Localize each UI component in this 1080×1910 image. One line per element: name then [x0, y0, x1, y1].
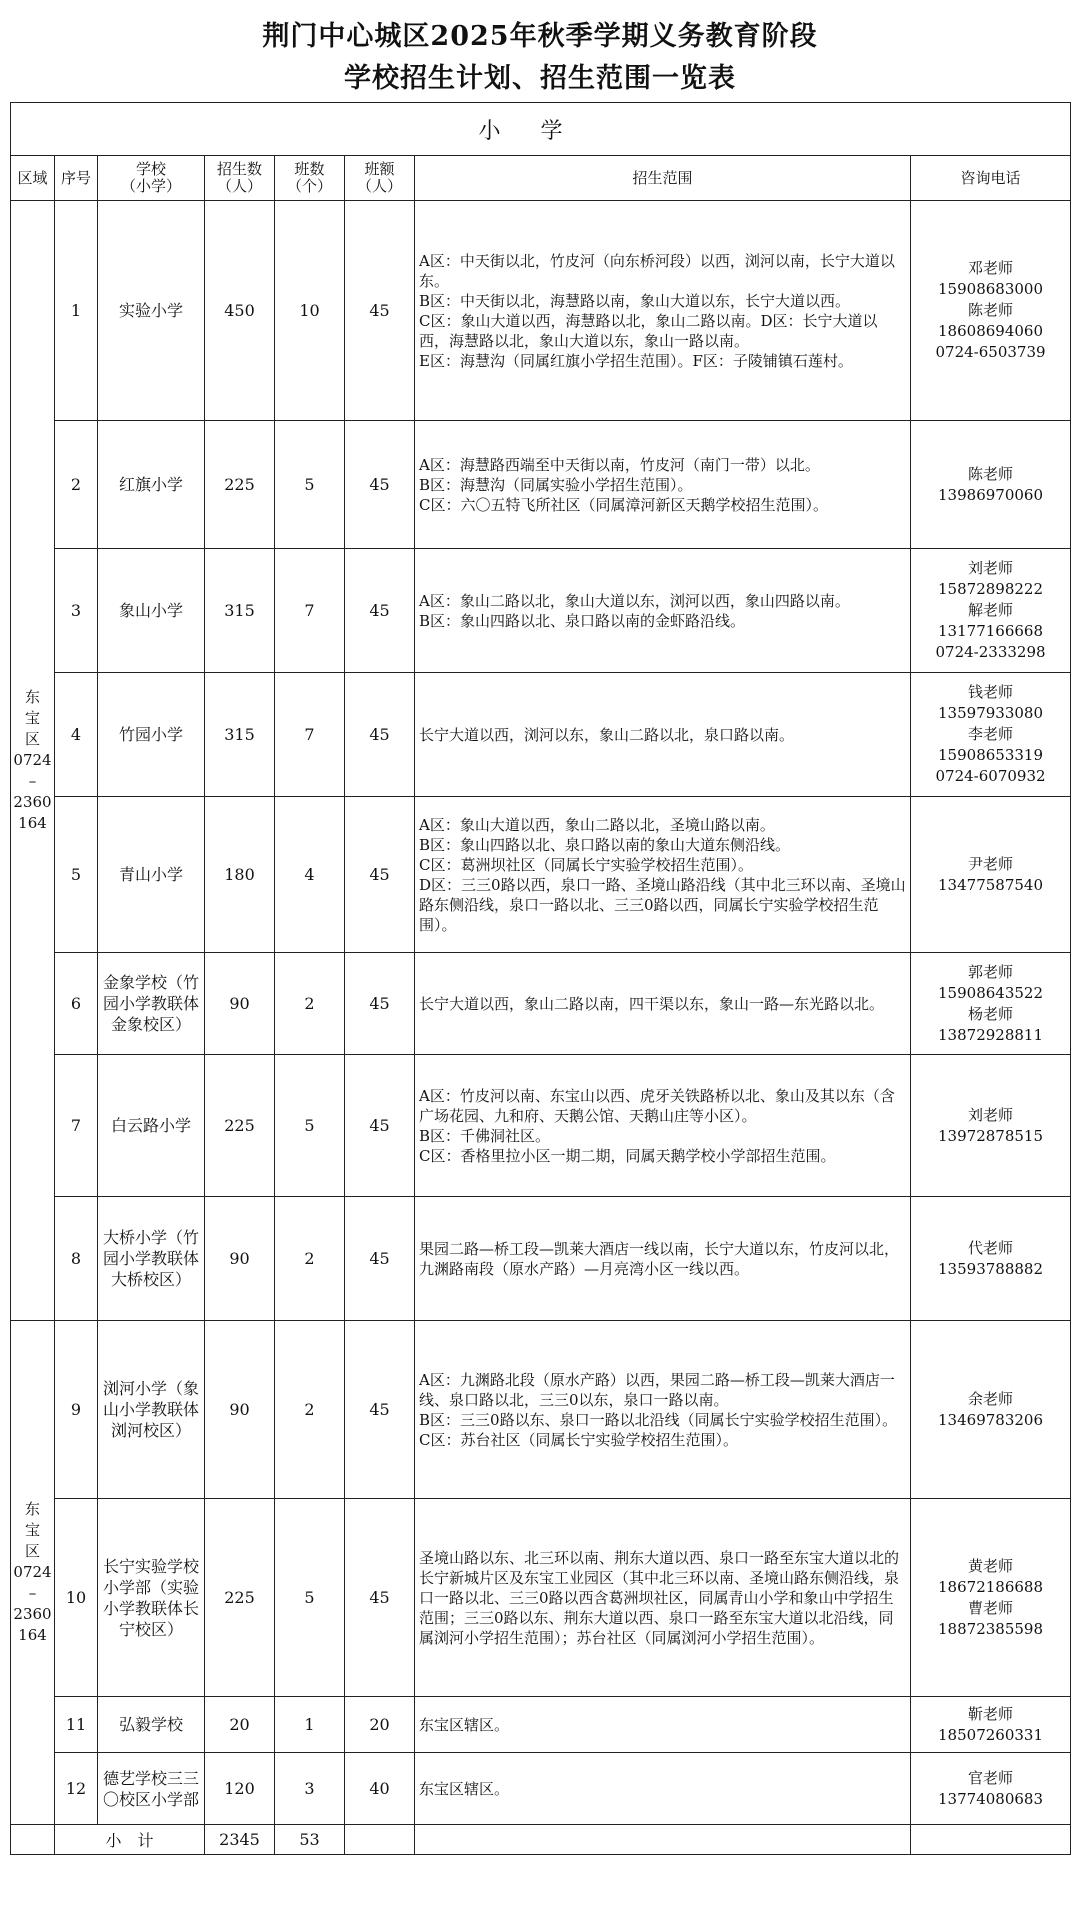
- cell-enroll: 120: [205, 1753, 275, 1825]
- cell-scope: [415, 797, 911, 953]
- cell-enroll: 225: [205, 421, 275, 549]
- scope-paragraph: 圣境山路以东、北三环以南、荆东大道以西、泉口一路至东宝大道以北的长宁新城片区及东宝工业园区（其中北三环以南、圣境山路东侧沿线，泉口一路以北、三三0路以西含葛洲坝社区，同属青山小学和象山中学招生范围；三三0路以东、荆东大道以西、泉口一路至东宝大道以北沿线，同属浏河小学招生范围）；苏台社区（同属浏河小学招生范围）。: [419, 1548, 900, 1647]
- scope-paragraph: B区：象山四路以北、泉口路以南的金虾路沿线。: [419, 611, 746, 630]
- contact-name: 曹老师: [968, 1598, 1014, 1617]
- contact-name: 余老师: [968, 1389, 1014, 1408]
- phone-number: 0724-6070932: [935, 767, 1046, 785]
- cell-scope: [415, 1697, 911, 1753]
- cell-phone: [911, 1499, 1071, 1697]
- scope-paragraph: 东宝区辖区。: [419, 1779, 510, 1798]
- district-line: –: [28, 772, 37, 790]
- cell-phone: [911, 1321, 1071, 1499]
- cell-classes: 2: [275, 1321, 345, 1499]
- cell-scope: [415, 1055, 911, 1197]
- header-school: 学校 （小学）: [98, 156, 205, 201]
- title-line-1: 荆门中心城区2025年秋季学期义务教育阶段: [262, 21, 818, 52]
- table-row: [11, 1321, 1071, 1499]
- cell-scope: [415, 1321, 911, 1499]
- header-district: 区域: [11, 156, 55, 201]
- district-line: 2360: [13, 793, 52, 811]
- phone-number: 0724-2333298: [935, 643, 1046, 661]
- scope-paragraph: C区：苏台社区（同属长宁实验学校招生范围）。: [419, 1430, 738, 1449]
- cell-phone: [911, 201, 1071, 421]
- cell-quota: 45: [345, 549, 415, 673]
- cell-classes: 4: [275, 797, 345, 953]
- cell-school: 青山小学: [98, 797, 205, 953]
- scope-paragraph: A区：象山大道以西，象山二路以北，圣境山路以南。: [419, 815, 775, 834]
- cell-enroll: 90: [205, 1197, 275, 1321]
- cell-quota: 20: [345, 1697, 415, 1753]
- cell-classes: 7: [275, 549, 345, 673]
- cell-no: 11: [55, 1697, 98, 1753]
- table-body: [11, 201, 1071, 1825]
- phone-number: 15908683000: [938, 280, 1043, 298]
- subtotal-blank: [415, 1825, 911, 1855]
- subtotal-blank: [911, 1825, 1071, 1855]
- cell-no: 7: [55, 1055, 98, 1197]
- cell-phone: [911, 1753, 1071, 1825]
- scope-paragraph: 东宝区辖区。: [419, 1715, 510, 1734]
- contact-name: 官老师: [968, 1768, 1014, 1787]
- district-line: 宝: [24, 1521, 40, 1539]
- scope-paragraph: D区：三三0路以西，泉口一路、圣境山路沿线（其中北三环以南、圣境山路东侧沿线，泉口一路以北、三三0路以西，同属长宁实验学校招生范围）。: [419, 875, 906, 934]
- header-scope: 招生范围: [415, 156, 911, 201]
- district-line: 2360: [13, 1605, 52, 1623]
- cell-phone: [911, 421, 1071, 549]
- cell-classes: 5: [275, 1055, 345, 1197]
- scope-paragraph: B区：三三0路以东、泉口一路以北沿线（同属长宁实验学校招生范围）。: [419, 1410, 898, 1429]
- district-cell: [11, 1321, 55, 1825]
- cell-enroll: 180: [205, 797, 275, 953]
- district-line: –: [28, 1584, 37, 1602]
- scope-paragraph: B区：千佛洞社区。: [419, 1126, 551, 1145]
- scope-paragraph: 长宁大道以西，浏河以东，象山二路以北，泉口路以南。: [419, 725, 795, 744]
- table-row: [11, 673, 1071, 797]
- table-row: [11, 1055, 1071, 1197]
- scope-paragraph: A区：象山二路以北，象山大道以东，浏河以西，象山四路以南。: [419, 591, 850, 610]
- cell-school: 德艺学校三三〇校区小学部: [98, 1753, 205, 1825]
- contact-name: 郭老师: [968, 962, 1014, 981]
- subtotal-blank: [345, 1825, 415, 1855]
- cell-classes: 5: [275, 421, 345, 549]
- cell-enroll: 90: [205, 1321, 275, 1499]
- scope-paragraph: C区：象山大道以西，海慧路以北，象山二路以南。D区：长宁大道以西，海慧路以北，象山大道以东，象山一路以南。: [419, 311, 878, 350]
- scope-paragraph: B区：海慧沟（同属实验小学招生范围）。: [419, 475, 693, 494]
- table-row: [11, 1197, 1071, 1321]
- table-row: [11, 953, 1071, 1055]
- header-enroll: 招生数 （人）: [205, 156, 275, 201]
- phone-number: 18672186688: [938, 1577, 1043, 1596]
- header-row: [11, 156, 1071, 201]
- table-row: [11, 1753, 1071, 1825]
- cell-classes: 2: [275, 953, 345, 1055]
- cell-classes: 1: [275, 1697, 345, 1753]
- cell-quota: 45: [345, 797, 415, 953]
- cell-phone: [911, 797, 1071, 953]
- cell-classes: 2: [275, 1197, 345, 1321]
- subtotal-enroll: 2345: [205, 1825, 275, 1855]
- phone-number: 15908643522: [938, 983, 1043, 1002]
- table-row: [11, 797, 1071, 953]
- scope-paragraph: A区：九渊路北段（原水产路）以西，果园二路—桥工段—凯莱大酒店一线、泉口路以北，三三0以东，泉口一路以南。: [419, 1370, 895, 1409]
- cell-no: 1: [55, 201, 98, 421]
- district-line: 164: [18, 814, 47, 832]
- document-title: [0, 0, 1080, 98]
- contact-name: 尹老师: [968, 854, 1014, 873]
- table-row: [11, 1697, 1071, 1753]
- scope-paragraph: A区：中天街以北，竹皮河（向东桥河段）以西，浏河以南，长宁大道以东。: [419, 251, 895, 290]
- header-classes: 班数 （个）: [275, 156, 345, 201]
- cell-no: 3: [55, 549, 98, 673]
- phone-number: 13872928811: [938, 1025, 1043, 1044]
- cell-phone: [911, 1197, 1071, 1321]
- cell-school: 长宁实验学校小学部（实验小学教联体长宁校区）: [98, 1499, 205, 1697]
- cell-no: 9: [55, 1321, 98, 1499]
- phone-number: 18507260331: [938, 1725, 1043, 1744]
- table-row: [11, 201, 1071, 421]
- cell-phone: [911, 673, 1071, 797]
- cell-scope: [415, 201, 911, 421]
- scope-paragraph: B区：中天街以北，海慧路以南，象山大道以东，长宁大道以西。: [419, 291, 851, 310]
- cell-quota: 45: [345, 1197, 415, 1321]
- phone-number: 13986970060: [938, 485, 1043, 504]
- scope-paragraph: C区：葛洲坝社区（同属长宁实验学校招生范围）。: [419, 855, 753, 874]
- district-line: 东: [24, 1500, 40, 1518]
- district-line: 0724: [13, 751, 52, 769]
- cell-scope: [415, 673, 911, 797]
- header-quota: 班额 （人）: [345, 156, 415, 201]
- cell-phone: [911, 549, 1071, 673]
- phone-number: 13177166668: [938, 622, 1043, 640]
- cell-school: 弘毅学校: [98, 1697, 205, 1753]
- cell-scope: [415, 1197, 911, 1321]
- cell-no: 4: [55, 673, 98, 797]
- cell-quota: 45: [345, 953, 415, 1055]
- cell-scope: [415, 953, 911, 1055]
- contact-name: 靳老师: [968, 1704, 1014, 1723]
- cell-quota: 45: [345, 1321, 415, 1499]
- phone-number: 13972878515: [938, 1126, 1043, 1145]
- header-no: 序号: [55, 156, 98, 201]
- cell-school: 实验小学: [98, 201, 205, 421]
- subtotal-label: 小 计: [55, 1825, 205, 1855]
- district-line: 宝: [24, 709, 40, 727]
- scope-paragraph: B区：象山四路以北、泉口路以南的象山大道东侧沿线。: [419, 835, 791, 854]
- district-line: 区: [24, 730, 40, 748]
- cell-enroll: 450: [205, 201, 275, 421]
- section-title: 小学: [11, 103, 1071, 156]
- district-line: 东: [24, 688, 40, 706]
- cell-enroll: 90: [205, 953, 275, 1055]
- scope-paragraph: C区：香格里拉小区一期二期，同属天鹅学校小学部招生范围。: [419, 1146, 836, 1165]
- cell-no: 6: [55, 953, 98, 1055]
- cell-no: 12: [55, 1753, 98, 1825]
- cell-school: 红旗小学: [98, 421, 205, 549]
- subtotal-row: [11, 1825, 1071, 1855]
- district-line: 区: [24, 1542, 40, 1560]
- contact-name: 代老师: [968, 1238, 1014, 1257]
- phone-number: 13597933080: [938, 704, 1043, 722]
- contact-name: 陈老师: [968, 464, 1014, 483]
- cell-classes: 10: [275, 201, 345, 421]
- cell-phone: [911, 1055, 1071, 1197]
- cell-scope: [415, 1499, 911, 1697]
- cell-phone: [911, 1697, 1071, 1753]
- phone-number: 13469783206: [938, 1410, 1043, 1429]
- scope-paragraph: C区：六〇五特飞所社区（同属漳河新区天鹅学校招生范围）。: [419, 495, 828, 514]
- cell-quota: 45: [345, 201, 415, 421]
- phone-number: 18608694060: [938, 322, 1043, 340]
- phone-number: 13774080683: [938, 1789, 1043, 1808]
- contact-name: 刘老师: [968, 559, 1014, 577]
- scope-paragraph: 长宁大道以西，象山二路以南，四干渠以东，象山一路—东光路以北。: [419, 994, 885, 1013]
- contact-name: 陈老师: [968, 301, 1014, 319]
- scope-paragraph: A区：竹皮河以南、东宝山以西、虎牙关铁路桥以北、象山及其以东（含广场花园、九和府、天鹅公馆、天鹅山庄等小区）。: [419, 1086, 895, 1125]
- phone-number: 15872898222: [938, 580, 1043, 598]
- contact-name: 刘老师: [968, 1105, 1014, 1124]
- cell-scope: [415, 421, 911, 549]
- cell-no: 10: [55, 1499, 98, 1697]
- scope-paragraph: 果园二路—桥工段—凯莱大酒店一线以南，长宁大道以东，竹皮河以北，九渊路南段（原水产路）—月亮湾小区一线以西。: [419, 1239, 900, 1278]
- contact-name: 邓老师: [968, 259, 1014, 277]
- cell-classes: 3: [275, 1753, 345, 1825]
- cell-enroll: 315: [205, 673, 275, 797]
- cell-school: 浏河小学（象山小学教联体浏河校区）: [98, 1321, 205, 1499]
- cell-school: 大桥小学（竹园小学教联体大桥校区）: [98, 1197, 205, 1321]
- subtotal-blank: [11, 1825, 55, 1855]
- title-line-2: 学校招生计划、招生范围一览表: [344, 63, 736, 94]
- phone-number: 13477587540: [938, 875, 1043, 894]
- cell-enroll: 20: [205, 1697, 275, 1753]
- scope-paragraph: E区：海慧沟（同属红旗小学招生范围）。F区：子陵铺镇石莲村。: [419, 351, 853, 370]
- contact-name: 杨老师: [968, 1004, 1014, 1023]
- enrollment-table: [10, 102, 1071, 1855]
- cell-quota: 40: [345, 1753, 415, 1825]
- table-row: [11, 1499, 1071, 1697]
- cell-enroll: 315: [205, 549, 275, 673]
- subtotal-classes: 53: [275, 1825, 345, 1855]
- phone-number: 0724-6503739: [935, 343, 1046, 361]
- contact-name: 李老师: [968, 725, 1014, 743]
- cell-no: 5: [55, 797, 98, 953]
- cell-classes: 5: [275, 1499, 345, 1697]
- cell-school: 金象学校（竹园小学教联体金象校区）: [98, 953, 205, 1055]
- district-line: 0724: [13, 1563, 52, 1581]
- district-cell: [11, 201, 55, 1321]
- cell-quota: 45: [345, 1055, 415, 1197]
- table-row: [11, 549, 1071, 673]
- contact-name: 钱老师: [968, 683, 1014, 701]
- district-line: 164: [18, 1626, 47, 1644]
- cell-quota: 45: [345, 1499, 415, 1697]
- phone-number: 15908653319: [938, 746, 1043, 764]
- phone-number: 18872385598: [938, 1619, 1043, 1638]
- cell-school: 竹园小学: [98, 673, 205, 797]
- cell-phone: [911, 953, 1071, 1055]
- cell-enroll: 225: [205, 1055, 275, 1197]
- cell-classes: 7: [275, 673, 345, 797]
- cell-school: 象山小学: [98, 549, 205, 673]
- cell-scope: [415, 1753, 911, 1825]
- cell-enroll: 225: [205, 1499, 275, 1697]
- cell-no: 2: [55, 421, 98, 549]
- contact-name: 黄老师: [968, 1556, 1014, 1575]
- phone-number: 13593788882: [938, 1259, 1043, 1278]
- cell-scope: [415, 549, 911, 673]
- scope-paragraph: A区：海慧路西端至中天街以南，竹皮河（南门一带）以北。: [419, 455, 820, 474]
- header-phone: 咨询电话: [911, 156, 1071, 201]
- cell-quota: 45: [345, 673, 415, 797]
- table-row: [11, 421, 1071, 549]
- cell-school: 白云路小学: [98, 1055, 205, 1197]
- cell-quota: 45: [345, 421, 415, 549]
- cell-no: 8: [55, 1197, 98, 1321]
- contact-name: 解老师: [968, 601, 1014, 619]
